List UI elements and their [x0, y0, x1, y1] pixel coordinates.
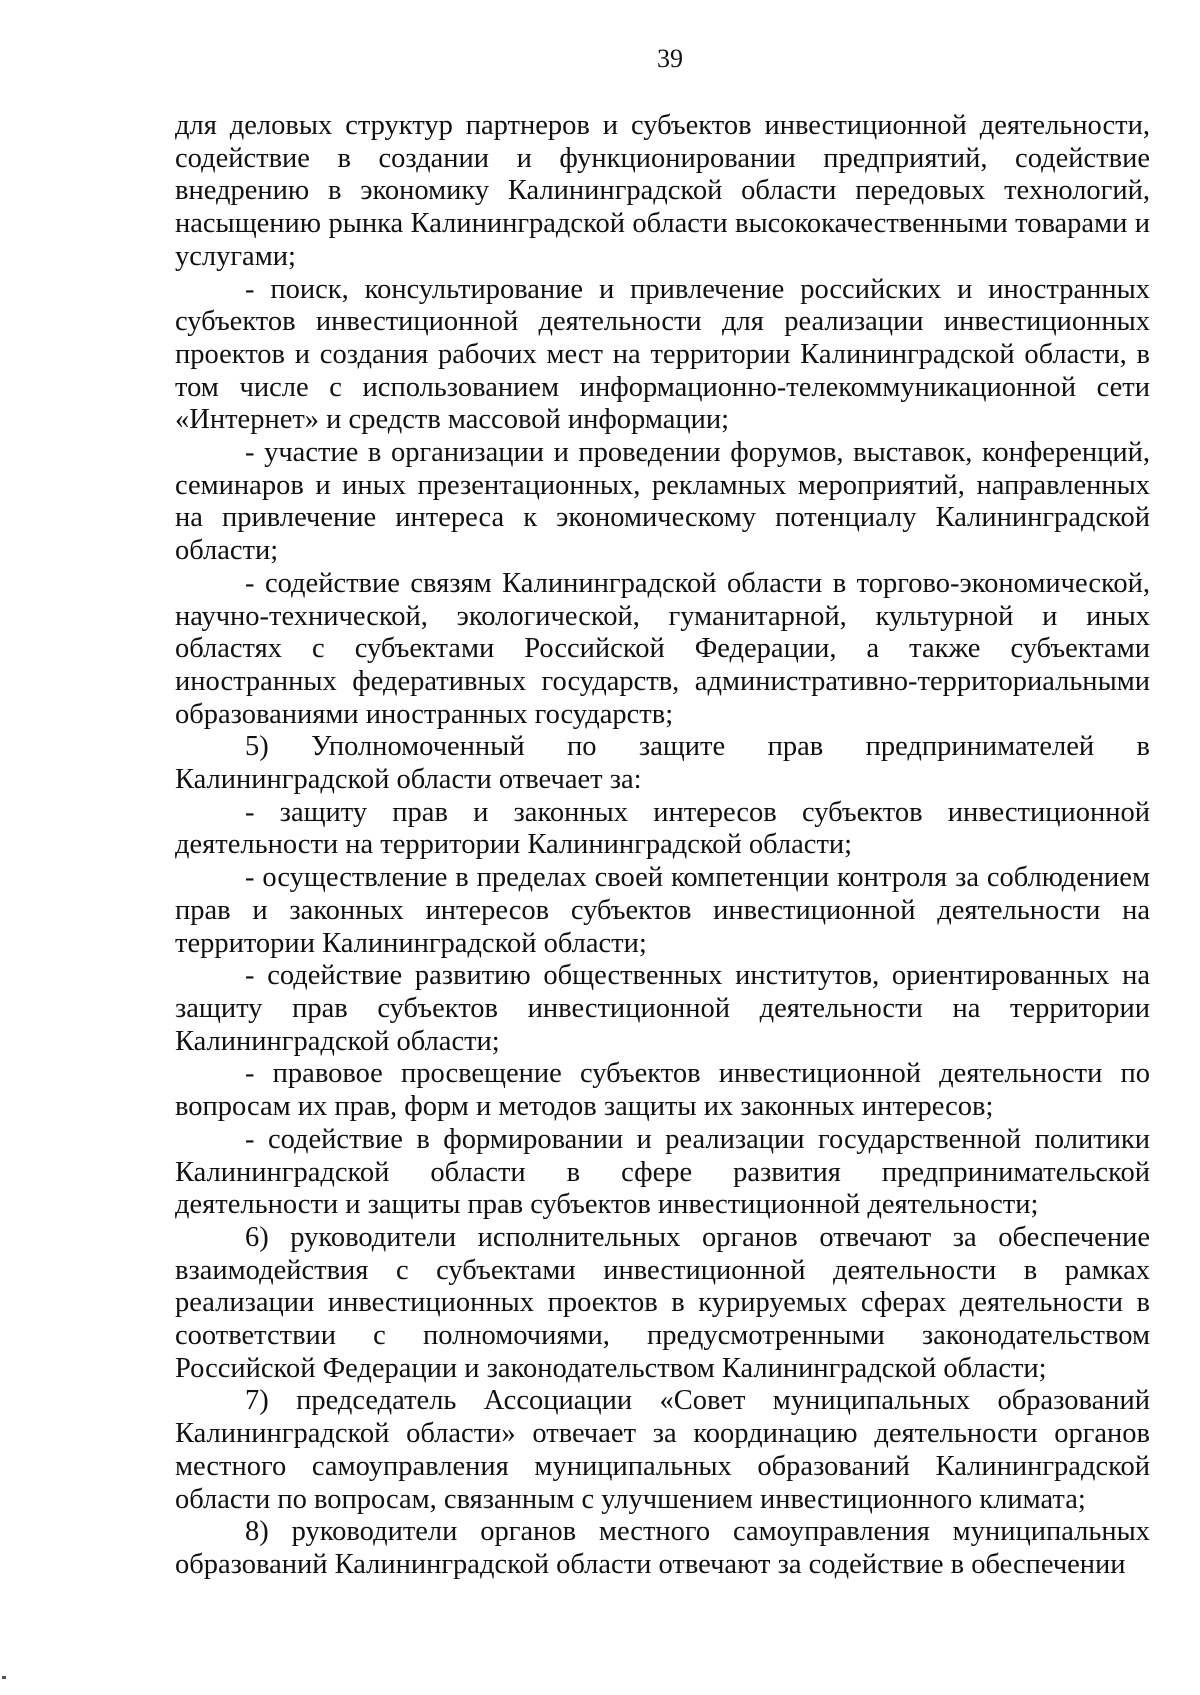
paragraph: - правовое просвещение субъектов инвестиционной деятельности по вопросам их прав, форм и методов защиты их законных интересов;	[175, 1058, 1150, 1123]
paragraph: 7) председатель Ассоциации «Совет муниципальных образований Калининградской области» отвечает за координацию деятельности органов местного самоуправления муниципальных образований Калининградской области по вопросам, связанным с улучшением инвестиционного климата;	[175, 1385, 1150, 1515]
page-number: 39	[657, 44, 683, 73]
paragraph: 6) руководители исполнительных органов отвечают за обеспечение взаимодействия с субъектами инвестиционной деятельности в рамках реализации инвестиционных проектов в курируемых сферах деятельности в соответствии с полномочиями, предусмотренными законодательством Российской Федерации и законодательством Калининградской области;	[175, 1221, 1150, 1384]
paragraph: - содействие развитию общественных институтов, ориентированных на защиту прав субъектов инвестиционной деятельности на территории Калининградской области;	[175, 960, 1150, 1057]
paragraph: - осуществление в пределах своей компетенции контроля за соблюдением прав и законных интересов субъектов инвестиционной деятельности на территории Калининградской области;	[175, 862, 1150, 959]
paragraph: 5) Уполномоченный по защите прав предпринимателей в Калининградской области отвечает за:	[175, 731, 1150, 796]
paragraph: - поиск, консультирование и привлечение российских и иностранных субъектов инвестиционной деятельности для реализации инвестиционных проектов и создания рабочих мест на территории Калининградской области, в том числе с использованием информационно-телекоммуникационной сети «Интернет» и средств массовой информации;	[175, 273, 1150, 436]
scan-artifact	[2, 1676, 6, 1679]
paragraph: - содействие в формировании и реализации государственной политики Калининградской области в сфере развития предпринимательской деятельности и защиты прав субъектов инвестиционной деятельности;	[175, 1123, 1150, 1221]
paragraph: - содействие связям Калининградской области в торгово-экономической, научно-технической, экологической, гуманитарной, культурной и иных областях с субъектами Российской Федерации, а также субъектами иностранных федеративных государств, административно-территориальными образованиями иностранных государств;	[175, 567, 1150, 730]
paragraph: 8) руководители органов местного самоуправления муниципальных образований Калининградской области отвечают за содействие в обеспечении	[175, 1516, 1150, 1580]
paragraph: - участие в организации и проведении форумов, выставок, конференций, семинаров и иных презентационных, рекламных мероприятий, направленных на привлечение интереса к экономическому потенциалу Калининградской области;	[175, 437, 1150, 567]
paragraph: для деловых структур партнеров и субъектов инвестиционной деятельности, содействие в создании и функционировании предприятий, содействие внедрению в экономику Калининградской области передовых технологий, насыщению рынка Калининградской области высококачественными товарами и услугами;	[175, 110, 1150, 272]
paragraph: - защиту прав и законных интересов субъектов инвестиционной деятельности на территории Калининградской области;	[175, 796, 1150, 861]
document-body	[175, 110, 1150, 1582]
